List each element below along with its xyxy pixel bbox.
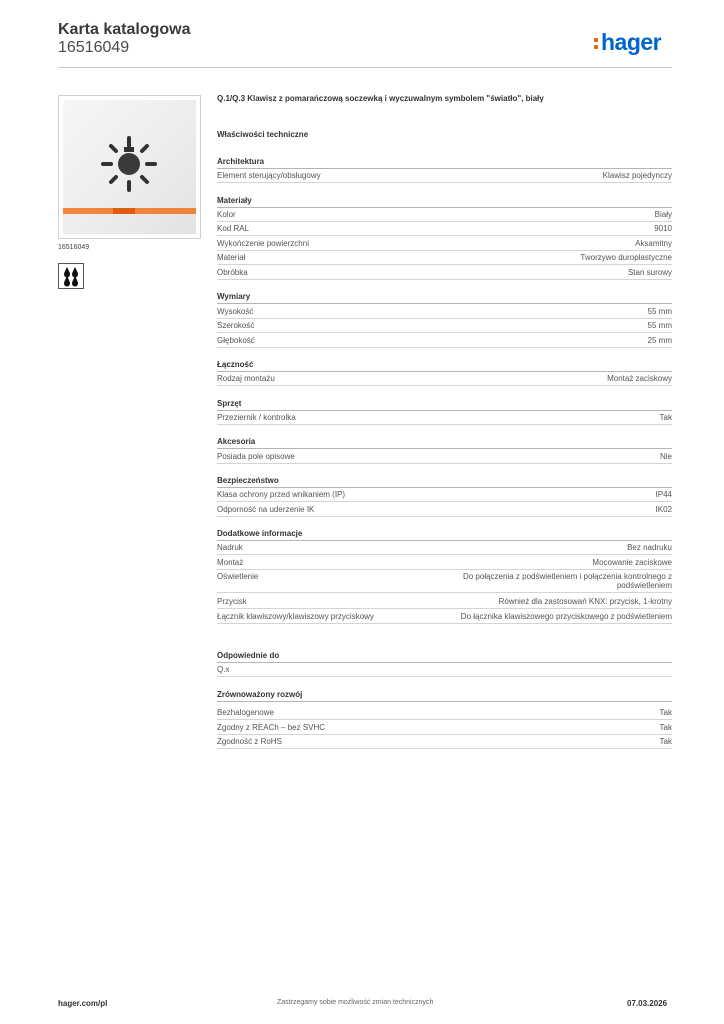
- section-heading-bezpieczenstwo: Bezpieczeństwo: [217, 476, 672, 488]
- table-row: [217, 665, 672, 677]
- row-label: Nadruk: [217, 543, 243, 552]
- section-heading-akcesoria: Akcesoria: [217, 437, 672, 449]
- section-heading-dodatkowe: Dodatkowe informacje: [217, 529, 672, 541]
- tech-properties-heading: Właściwości techniczne: [217, 130, 309, 139]
- table-row: [217, 413, 672, 425]
- row-label: Przeziernik / kontrolka: [217, 413, 296, 422]
- row-label: Klasa ochrony przed wnikaniem (IP): [217, 490, 346, 499]
- row-label: Rodzaj montażu: [217, 374, 275, 383]
- table-row: [217, 239, 672, 251]
- table-row: [217, 490, 672, 502]
- section-heading-sprzet: Sprzęt: [217, 399, 672, 411]
- section-heading-lacznosc: Łączność: [217, 360, 672, 372]
- row-value: Również dla zastosowań KNX: przycisk, 1-krotny: [498, 597, 672, 606]
- section-heading-zrownowazony: Zrównoważony rozwój: [217, 690, 672, 702]
- row-label: Element sterujący/obsługowy: [217, 171, 321, 180]
- row-label: Bezhalogenowe: [217, 708, 274, 717]
- row-value: Tak: [659, 723, 672, 732]
- light-symbol-icon: [63, 100, 196, 234]
- product-image: [58, 95, 201, 239]
- row-label: Kod RAL: [217, 224, 250, 233]
- section-heading-wymiary: Wymiary: [217, 292, 672, 304]
- row-label: Odporność na uderzenie IK: [217, 505, 315, 514]
- table-row: [217, 612, 672, 624]
- row-value: 55 mm: [647, 321, 672, 330]
- row-label: Oświetlenie: [217, 572, 259, 581]
- table-row: [217, 224, 672, 236]
- row-label: Obróbka: [217, 268, 248, 277]
- row-label: Q.x: [217, 665, 230, 674]
- row-value: Montaż zaciskowy: [607, 374, 672, 383]
- row-label: Przycisk: [217, 597, 247, 606]
- row-value: Biały: [654, 210, 672, 219]
- row-value: IP44: [655, 490, 672, 499]
- table-row: [217, 708, 672, 720]
- section-heading-architektura: Architektura: [217, 157, 672, 169]
- table-row: [217, 171, 672, 183]
- row-value: Nie: [659, 452, 672, 461]
- header-divider: [58, 67, 672, 68]
- product-code-label: 16516049: [58, 244, 90, 251]
- row-value: Stan surowy: [627, 268, 672, 277]
- row-value: Aksamitny: [635, 239, 672, 248]
- table-row: [217, 374, 672, 386]
- product-title: Q.1/Q.3 Klawisz z pomarańczową soczewką i wyczuwalnym symbolem "światło", biały: [217, 94, 544, 103]
- hager-logo: [594, 29, 661, 56]
- footer-website-link[interactable]: hager.com/pl: [58, 999, 108, 1008]
- section-heading-odpowiednie: Odpowiednie do: [217, 651, 672, 663]
- table-row: [217, 737, 672, 749]
- row-value: Tak: [659, 413, 672, 422]
- table-row: [217, 253, 672, 265]
- row-label: Zgodność z RoHS: [217, 737, 282, 746]
- footer-disclaimer: Zastrzegamy sobie możliwość zmian technicznych: [277, 999, 434, 1006]
- row-value: Tak: [659, 737, 672, 746]
- table-row: [217, 268, 672, 280]
- row-value: Tak: [659, 708, 672, 717]
- logo-text: hager: [601, 29, 662, 55]
- row-label: Łącznik klawiszowy/klawiszowy przyciskowy: [217, 612, 374, 621]
- table-row: [217, 723, 672, 735]
- table-row: [217, 210, 672, 222]
- row-value: 55 mm: [647, 307, 672, 316]
- row-value: 9010: [654, 224, 672, 233]
- drip-proof-icon: [58, 263, 84, 289]
- table-row: [217, 505, 672, 517]
- table-row: [217, 452, 672, 464]
- row-label: Materiał: [217, 253, 246, 262]
- row-value: Klawisz pojedynczy: [602, 171, 672, 180]
- row-label: Zgodny z REACh – bez SVHC: [217, 723, 326, 732]
- table-row: [217, 543, 672, 555]
- row-value: Bez nadruku: [627, 543, 672, 552]
- rocker-switch: [63, 100, 196, 234]
- logo-dots-icon: [594, 34, 599, 51]
- page-title: Karta katalogowa: [58, 21, 191, 38]
- table-row: [217, 336, 672, 348]
- row-label: Głębokość: [217, 336, 255, 345]
- row-label: Szerokość: [217, 321, 255, 330]
- row-value: Mocowanie zaciskowe: [592, 558, 672, 567]
- row-label: Kolor: [217, 210, 236, 219]
- row-value: Do połączenia z podświetleniem i połączenia kontrolnego z podświetleniem: [462, 572, 672, 590]
- table-row: [217, 321, 672, 333]
- row-value: IK02: [655, 505, 672, 514]
- row-label: Montaż: [217, 558, 244, 567]
- table-row: [217, 307, 672, 319]
- table-row: [217, 558, 672, 570]
- footer-date: 07.03.2026: [627, 999, 668, 1008]
- row-label: Wysokość: [217, 307, 254, 316]
- row-label: Wykończenie powierzchni: [217, 239, 309, 248]
- table-row: [217, 597, 672, 609]
- row-value: Tworzywo duroplastyczne: [580, 253, 672, 262]
- row-label: Posiada pole opisowe: [217, 452, 295, 461]
- row-value: Do łącznika klawiszowego przyciskowego z podświetleniem: [460, 612, 672, 621]
- section-heading-materialy: Materiały: [217, 196, 672, 208]
- table-row: [217, 572, 672, 593]
- row-value: 25 mm: [647, 336, 672, 345]
- article-number: 16516049: [58, 39, 130, 56]
